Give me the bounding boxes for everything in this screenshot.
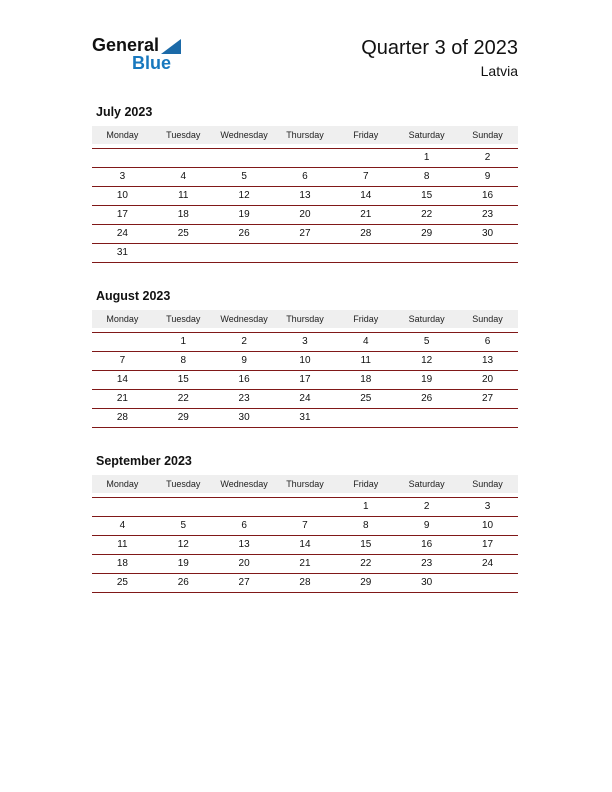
- empty-date-cell: [153, 148, 214, 167]
- date-cell: 7: [92, 351, 153, 370]
- empty-date-cell: [153, 497, 214, 516]
- date-cell: 20: [214, 554, 275, 573]
- date-cell: 31: [275, 408, 336, 428]
- date-cell: 15: [396, 186, 457, 205]
- page-header: [92, 36, 518, 79]
- week-row: [92, 573, 518, 593]
- week-row: [92, 554, 518, 573]
- day-header-row: [92, 126, 518, 148]
- date-cell: 20: [275, 205, 336, 224]
- date-cell: 12: [396, 351, 457, 370]
- date-cell: 6: [214, 516, 275, 535]
- day-header: Tuesday: [153, 475, 214, 497]
- date-cell: 21: [92, 389, 153, 408]
- date-cell: 22: [396, 205, 457, 224]
- date-cell: 22: [153, 389, 214, 408]
- date-cell: 19: [396, 370, 457, 389]
- date-cell: 21: [275, 554, 336, 573]
- month-title: August 2023: [96, 289, 171, 303]
- logo-triangle-icon: [161, 39, 181, 54]
- week-row: [92, 389, 518, 408]
- date-cell: 27: [275, 224, 336, 243]
- day-header: Sunday: [457, 475, 518, 497]
- month-title: July 2023: [96, 105, 153, 119]
- day-header: Thursday: [275, 475, 336, 497]
- week-row: [92, 148, 518, 167]
- calendar-table: [92, 475, 518, 593]
- empty-date-cell: [92, 148, 153, 167]
- page-subtitle: Latvia: [480, 63, 518, 79]
- date-cell: 18: [335, 370, 396, 389]
- day-header: Saturday: [396, 475, 457, 497]
- date-cell: 24: [275, 389, 336, 408]
- date-cell: 6: [275, 167, 336, 186]
- empty-date-cell: [92, 497, 153, 516]
- week-row: [92, 370, 518, 389]
- date-cell: 9: [396, 516, 457, 535]
- month-section-august: [92, 289, 518, 428]
- date-cell: 8: [153, 351, 214, 370]
- calendar-body: [92, 497, 518, 593]
- empty-date-cell: [275, 243, 336, 263]
- date-cell: 26: [214, 224, 275, 243]
- date-cell: 13: [457, 351, 518, 370]
- date-cell: 17: [275, 370, 336, 389]
- date-cell: 14: [275, 535, 336, 554]
- day-header: Friday: [335, 475, 396, 497]
- week-row: [92, 535, 518, 554]
- week-row: [92, 186, 518, 205]
- date-cell: 14: [92, 370, 153, 389]
- date-cell: 28: [335, 224, 396, 243]
- page-title: Quarter 3 of 2023: [361, 37, 518, 59]
- date-cell: 26: [396, 389, 457, 408]
- week-row: [92, 224, 518, 243]
- date-cell: 15: [153, 370, 214, 389]
- date-cell: 3: [457, 497, 518, 516]
- date-cell: 10: [92, 186, 153, 205]
- date-cell: 17: [457, 535, 518, 554]
- date-cell: 16: [457, 186, 518, 205]
- week-row: [92, 243, 518, 263]
- empty-date-cell: [92, 332, 153, 351]
- week-row: [92, 351, 518, 370]
- empty-date-cell: [214, 243, 275, 263]
- date-cell: 29: [153, 408, 214, 428]
- day-header-row: [92, 310, 518, 332]
- empty-date-cell: [214, 148, 275, 167]
- week-row: [92, 516, 518, 535]
- logo-text-blue: Blue: [132, 53, 172, 73]
- day-header: Thursday: [275, 126, 336, 148]
- date-cell: 18: [153, 205, 214, 224]
- date-cell: 20: [457, 370, 518, 389]
- date-cell: 9: [457, 167, 518, 186]
- date-cell: 24: [457, 554, 518, 573]
- day-header: Tuesday: [153, 310, 214, 332]
- day-header: Friday: [335, 310, 396, 332]
- date-cell: 7: [275, 516, 336, 535]
- calendar-head: [92, 310, 518, 332]
- date-cell: 4: [335, 332, 396, 351]
- date-cell: 2: [396, 497, 457, 516]
- date-cell: 28: [275, 573, 336, 593]
- empty-date-cell: [335, 148, 396, 167]
- day-header: Friday: [335, 126, 396, 148]
- date-cell: 1: [396, 148, 457, 167]
- date-cell: 24: [92, 224, 153, 243]
- general-blue-logo: [92, 36, 181, 72]
- date-cell: 2: [457, 148, 518, 167]
- date-cell: 28: [92, 408, 153, 428]
- logo-text-general: General: [92, 35, 160, 55]
- week-row: [92, 408, 518, 428]
- day-header: Thursday: [275, 310, 336, 332]
- day-header: Monday: [92, 310, 153, 332]
- day-header: Monday: [92, 126, 153, 148]
- day-header: Sunday: [457, 310, 518, 332]
- date-cell: 1: [153, 332, 214, 351]
- date-cell: 16: [214, 370, 275, 389]
- date-cell: 26: [153, 573, 214, 593]
- day-header: Tuesday: [153, 126, 214, 148]
- week-row: [92, 497, 518, 516]
- date-cell: 8: [396, 167, 457, 186]
- date-cell: 12: [214, 186, 275, 205]
- logo-row: [92, 36, 181, 54]
- date-cell: 5: [396, 332, 457, 351]
- week-row: [92, 205, 518, 224]
- date-cell: 19: [153, 554, 214, 573]
- date-cell: 15: [335, 535, 396, 554]
- date-cell: 11: [92, 535, 153, 554]
- date-cell: 25: [335, 389, 396, 408]
- title-block: [361, 36, 518, 79]
- date-cell: 5: [153, 516, 214, 535]
- date-cell: 2: [214, 332, 275, 351]
- date-cell: 23: [214, 389, 275, 408]
- date-cell: 30: [214, 408, 275, 428]
- calendar-body: [92, 148, 518, 263]
- date-cell: 25: [153, 224, 214, 243]
- empty-date-cell: [335, 408, 396, 428]
- empty-date-cell: [457, 573, 518, 593]
- day-header: Wednesday: [214, 310, 275, 332]
- date-cell: 3: [92, 167, 153, 186]
- date-cell: 10: [457, 516, 518, 535]
- date-cell: 7: [335, 167, 396, 186]
- day-header: Saturday: [396, 310, 457, 332]
- date-cell: 29: [396, 224, 457, 243]
- date-cell: 3: [275, 332, 336, 351]
- empty-date-cell: [153, 243, 214, 263]
- empty-date-cell: [396, 408, 457, 428]
- date-cell: 17: [92, 205, 153, 224]
- day-header: Monday: [92, 475, 153, 497]
- date-cell: 4: [153, 167, 214, 186]
- day-header-row: [92, 475, 518, 497]
- date-cell: 25: [92, 573, 153, 593]
- day-header: Wednesday: [214, 475, 275, 497]
- empty-date-cell: [457, 243, 518, 263]
- empty-date-cell: [275, 148, 336, 167]
- date-cell: 27: [457, 389, 518, 408]
- calendar-table: [92, 310, 518, 428]
- month-section-september: [92, 454, 518, 593]
- calendar-table: [92, 126, 518, 263]
- date-cell: 21: [335, 205, 396, 224]
- day-header: Saturday: [396, 126, 457, 148]
- date-cell: 6: [457, 332, 518, 351]
- date-cell: 11: [335, 351, 396, 370]
- date-cell: 11: [153, 186, 214, 205]
- date-cell: 29: [335, 573, 396, 593]
- date-cell: 1: [335, 497, 396, 516]
- empty-date-cell: [396, 243, 457, 263]
- date-cell: 19: [214, 205, 275, 224]
- date-cell: 18: [92, 554, 153, 573]
- date-cell: 31: [92, 243, 153, 263]
- date-cell: 13: [214, 535, 275, 554]
- date-cell: 30: [457, 224, 518, 243]
- week-row: [92, 332, 518, 351]
- date-cell: 14: [335, 186, 396, 205]
- calendar-body: [92, 332, 518, 428]
- date-cell: 4: [92, 516, 153, 535]
- date-cell: 8: [335, 516, 396, 535]
- date-cell: 23: [457, 205, 518, 224]
- date-cell: 16: [396, 535, 457, 554]
- empty-date-cell: [457, 408, 518, 428]
- day-header: Sunday: [457, 126, 518, 148]
- month-title: September 2023: [96, 454, 192, 468]
- date-cell: 12: [153, 535, 214, 554]
- day-header: Wednesday: [214, 126, 275, 148]
- date-cell: 27: [214, 573, 275, 593]
- empty-date-cell: [214, 497, 275, 516]
- date-cell: 22: [335, 554, 396, 573]
- date-cell: 23: [396, 554, 457, 573]
- week-row: [92, 167, 518, 186]
- date-cell: 10: [275, 351, 336, 370]
- date-cell: 30: [396, 573, 457, 593]
- date-cell: 5: [214, 167, 275, 186]
- calendar-head: [92, 126, 518, 148]
- empty-date-cell: [275, 497, 336, 516]
- empty-date-cell: [335, 243, 396, 263]
- calendar-head: [92, 475, 518, 497]
- month-section-july: [92, 105, 518, 263]
- date-cell: 9: [214, 351, 275, 370]
- date-cell: 13: [275, 186, 336, 205]
